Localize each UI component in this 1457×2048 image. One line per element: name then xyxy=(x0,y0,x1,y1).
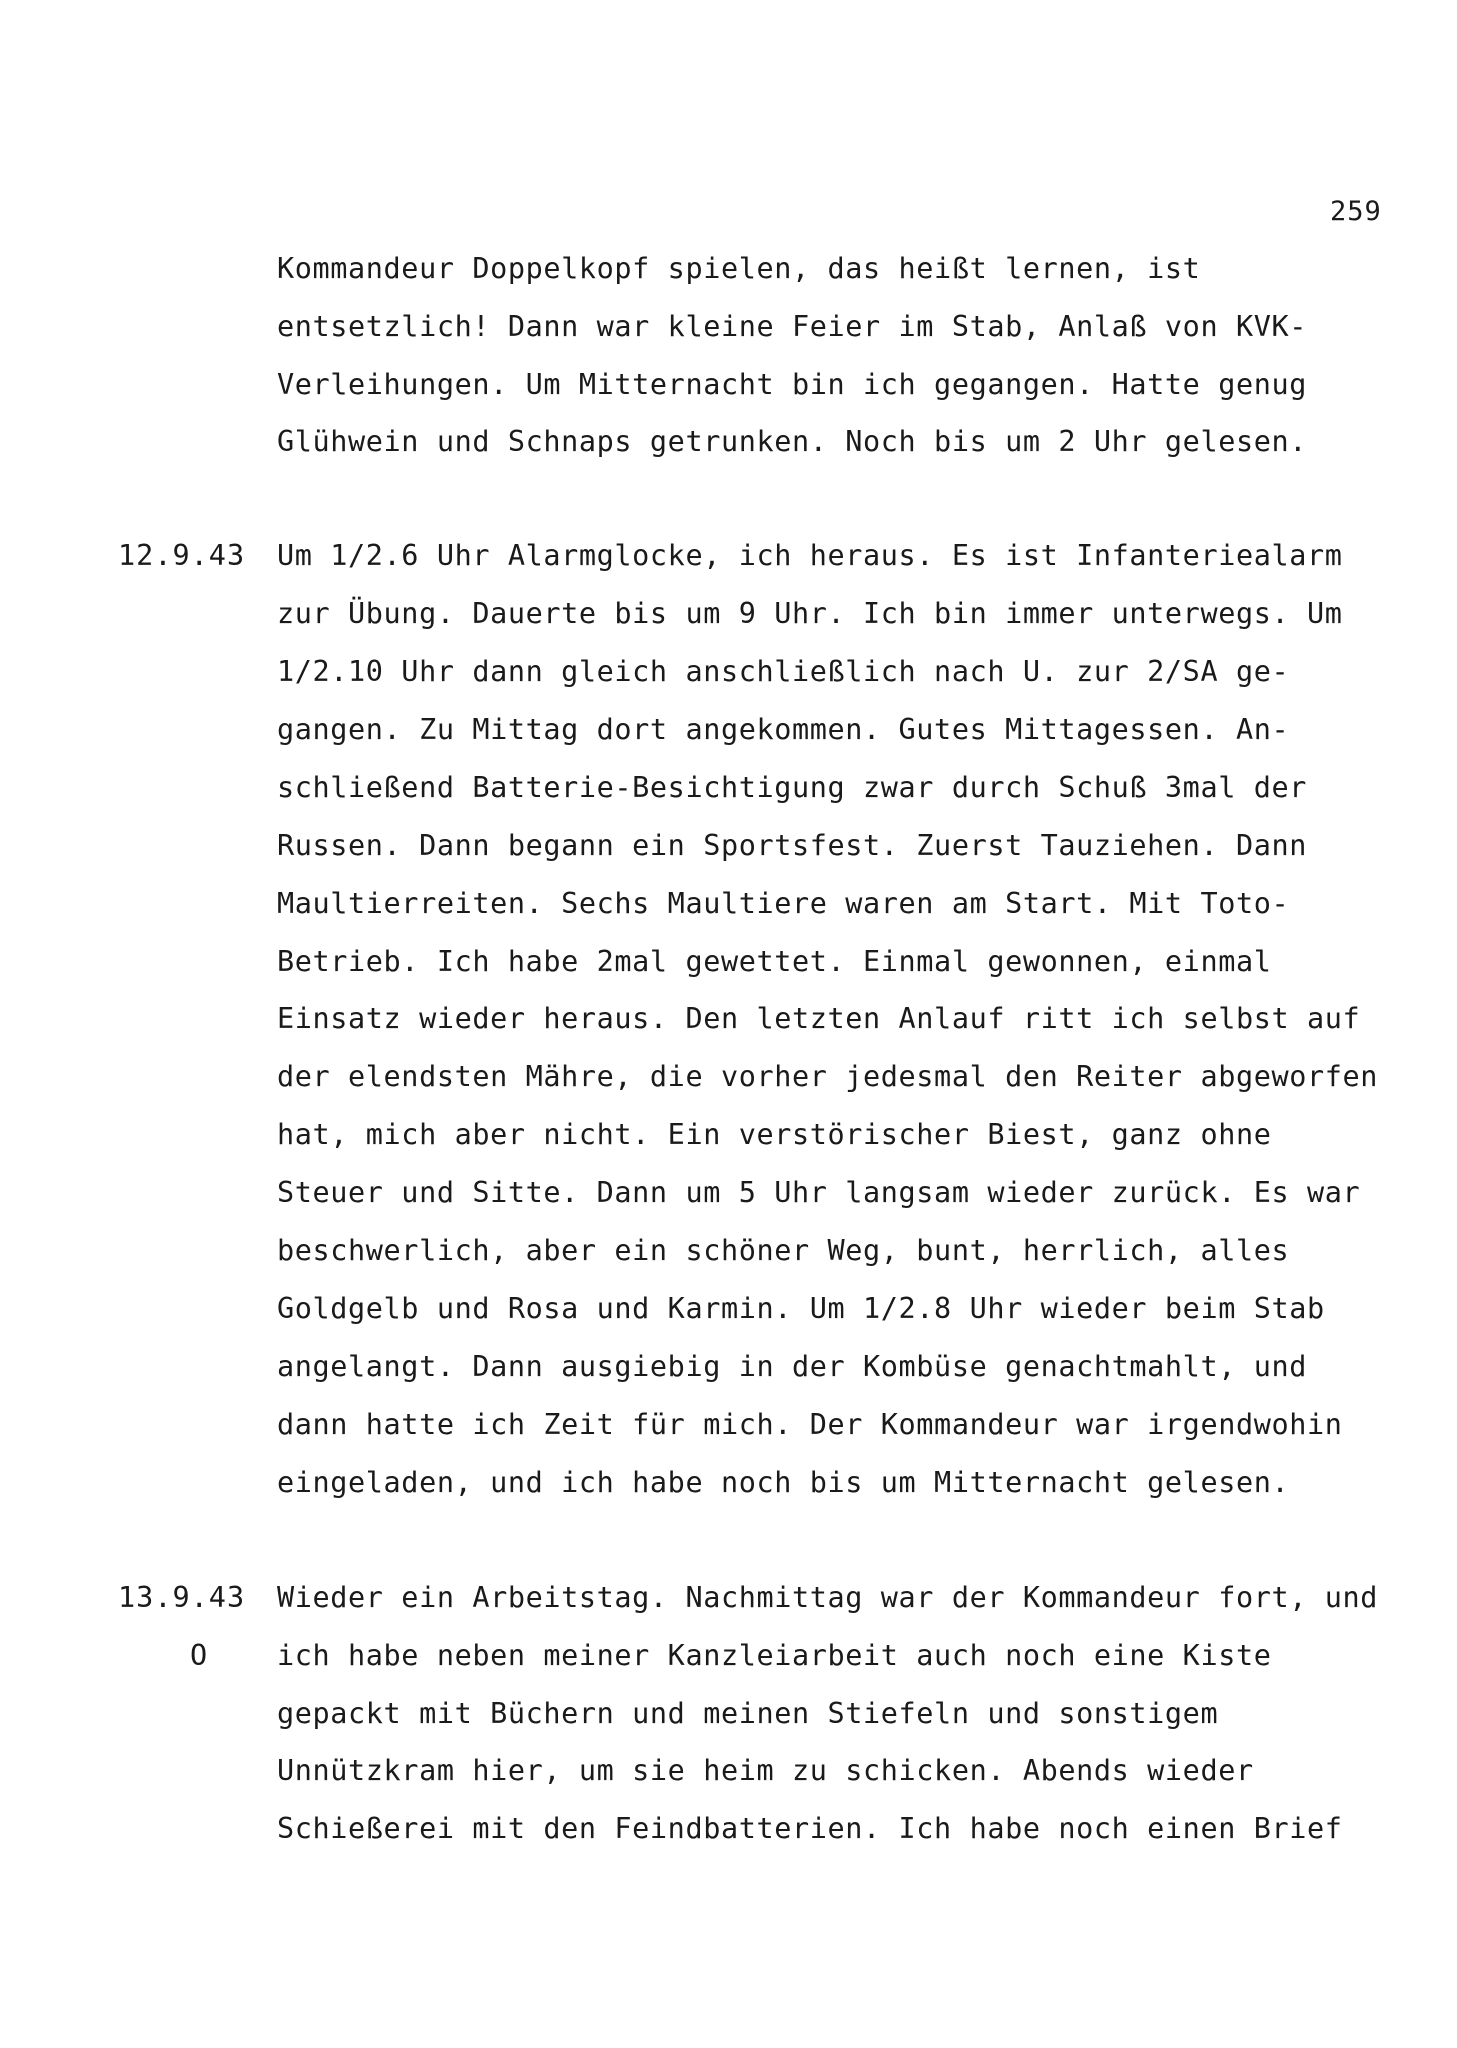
entry-date: 12.9.43 xyxy=(118,539,246,572)
text-line: zur Übung. Dauerte bis um 9 Uhr. Ich bin immer unterwegs. Um xyxy=(277,597,1343,630)
text-line: Schießerei mit den Feindbatterien. Ich habe noch einen Brief xyxy=(277,1812,1343,1845)
text-line: Betrieb. Ich habe 2mal gewettet. Einmal gewonnen, einmal xyxy=(277,945,1272,978)
entry-date: 13.9.43 xyxy=(118,1581,246,1614)
text-line: angelangt. Dann ausgiebig in der Kombüse genachtmahlt, und xyxy=(277,1350,1307,1383)
text-line: Glühwein und Schnaps getrunken. Noch bis um 2 Uhr gelesen. xyxy=(277,425,1307,458)
text-line: dann hatte ich Zeit für mich. Der Kommandeur war irgendwohin xyxy=(277,1408,1343,1441)
text-line: Um 1/2.6 Uhr Alarmglocke, ich heraus. Es ist Infanteriealarm xyxy=(277,539,1343,572)
text-line: der elendsten Mähre, die vorher jedesmal den Reiter abgeworfen xyxy=(277,1060,1379,1093)
text-line: Kommandeur Doppelkopf spielen, das heißt lernen, ist xyxy=(277,252,1201,285)
margin-marker: O xyxy=(190,1639,208,1672)
text-line: Unnützkram hier, um sie heim zu schicken. Abends wieder xyxy=(277,1754,1254,1787)
text-line: Verleihungen. Um Mitternacht bin ich gegangen. Hatte genug xyxy=(277,368,1307,401)
text-line: eingeladen, und ich habe noch bis um Mitternacht gelesen. xyxy=(277,1466,1290,1499)
page-number: 259 xyxy=(1330,196,1382,227)
text-line: Maultierreiten. Sechs Maultiere waren am Start. Mit Toto- xyxy=(277,887,1290,920)
text-line: Einsatz wieder heraus. Den letzten Anlauf ritt ich selbst auf xyxy=(277,1002,1361,1035)
text-line: beschwerlich, aber ein schöner Weg, bunt, herrlich, alles xyxy=(277,1234,1290,1267)
text-line: ich habe neben meiner Kanzleiarbeit auch noch eine Kiste xyxy=(277,1639,1272,1672)
text-line: hat, mich aber nicht. Ein verstörischer Biest, ganz ohne xyxy=(277,1118,1272,1151)
text-line: schließend Batterie-Besichtigung zwar durch Schuß 3mal der xyxy=(277,771,1307,804)
text-line: gepackt mit Büchern und meinen Stiefeln und sonstigem xyxy=(277,1697,1219,1730)
text-line: entsetzlich! Dann war kleine Feier im Stab, Anlaß von KVK- xyxy=(277,310,1307,343)
text-line: Steuer und Sitte. Dann um 5 Uhr langsam wieder zurück. Es war xyxy=(277,1176,1361,1209)
text-line: Goldgelb und Rosa und Karmin. Um 1/2.8 Uhr wieder beim Stab xyxy=(277,1292,1325,1325)
text-line: Wieder ein Arbeitstag. Nachmittag war der Kommandeur fort, und xyxy=(277,1581,1379,1614)
text-line: 1/2.10 Uhr dann gleich anschließlich nach U. zur 2/SA ge- xyxy=(277,655,1290,688)
text-line: gangen. Zu Mittag dort angekommen. Gutes Mittagessen. An- xyxy=(277,713,1290,746)
text-line: Russen. Dann begann ein Sportsfest. Zuerst Tauziehen. Dann xyxy=(277,829,1307,862)
